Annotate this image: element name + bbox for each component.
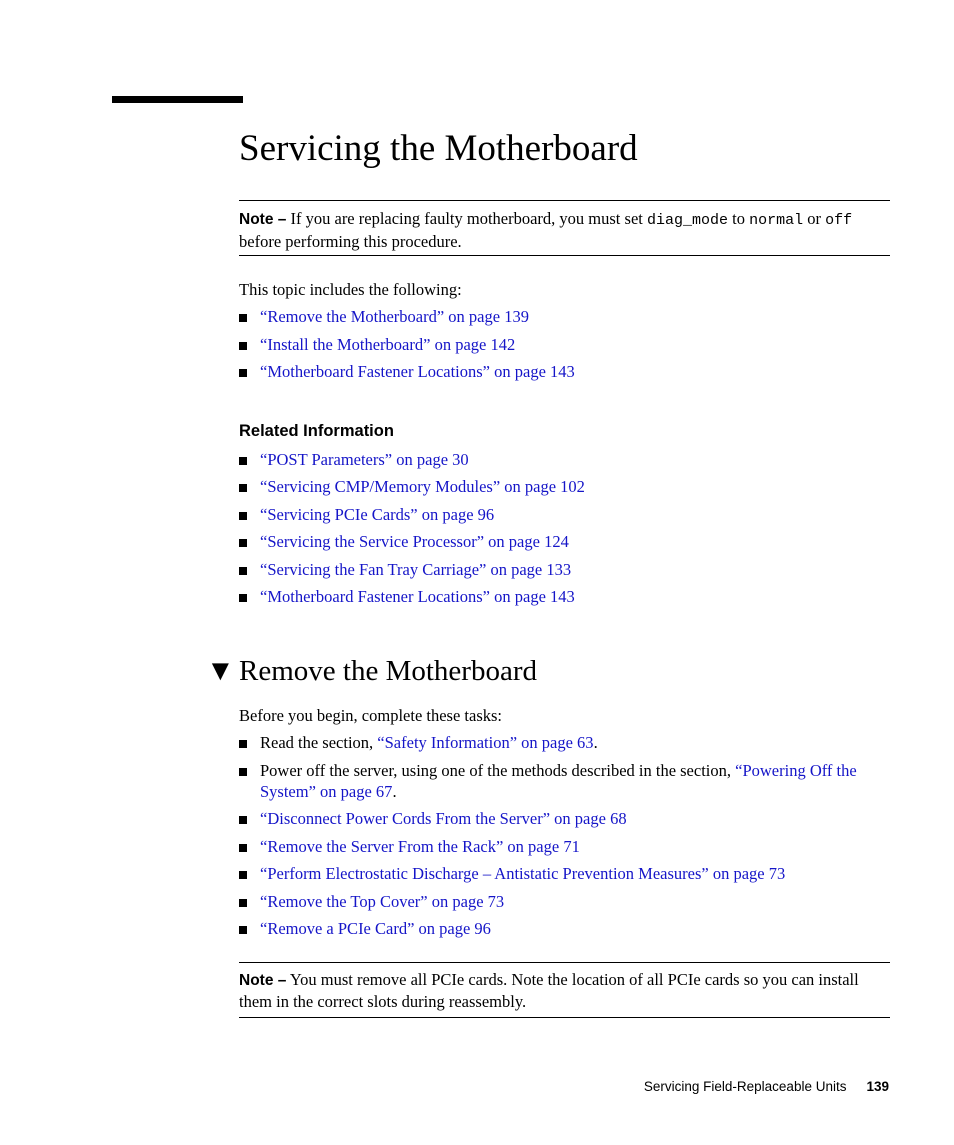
before-text: Before you begin, complete these tasks:	[239, 706, 503, 725]
list-item	[239, 306, 899, 327]
related-link[interactable]: “Servicing the Fan Tray Carriage” on page 133	[260, 559, 572, 579]
topic-link[interactable]: “Install the Motherboard” on page 142	[260, 334, 516, 354]
list-item	[239, 863, 890, 884]
note-text: If you are replacing faulty motherboard, you must set	[286, 209, 647, 228]
topic-list	[239, 306, 899, 382]
list-item	[239, 732, 890, 753]
list-item	[239, 760, 890, 802]
note-text: to	[728, 209, 750, 228]
task-link[interactable]: “Remove the Top Cover” on page 73	[260, 891, 505, 911]
note-text: or	[803, 209, 826, 228]
bullet-icon	[239, 512, 247, 520]
bullet-icon	[239, 314, 247, 322]
list-item	[239, 361, 899, 382]
task-text: Power off the server, using one of the methods described in the section,	[260, 760, 736, 780]
bullet-icon	[239, 369, 247, 377]
triangle-down-icon: ▼	[206, 655, 235, 687]
task-text: Read the section,	[260, 733, 378, 752]
related-info-heading: Related Information	[239, 422, 394, 440]
bullet-icon	[239, 740, 247, 748]
related-link[interactable]: “Servicing CMP/Memory Modules” on page 102	[260, 477, 585, 497]
list-item	[239, 836, 890, 857]
list-item	[239, 808, 890, 829]
related-link[interactable]: “Motherboard Fastener Locations” on page 143	[260, 586, 575, 606]
list-item	[239, 559, 899, 580]
list-item	[239, 449, 899, 470]
list-item	[239, 531, 899, 552]
page-title: Servicing the Motherboard	[239, 128, 638, 169]
list-item	[239, 891, 890, 912]
task-link[interactable]: “Perform Electrostatic Discharge – Antistatic Prevention Measures” on page 73	[260, 864, 786, 883]
related-link[interactable]: “Servicing PCIe Cards” on page 96	[260, 504, 495, 524]
task-link[interactable]: “Remove a PCIe Card” on page 96	[260, 919, 491, 938]
task-text: .	[593, 733, 598, 752]
bullet-icon	[239, 816, 247, 824]
list-item	[239, 586, 899, 607]
task-link[interactable]: “Disconnect Power Cords From the Server” on page 68	[260, 809, 627, 828]
list-item	[239, 334, 899, 355]
intro-text: This topic includes the following:	[239, 280, 462, 299]
note-text: before performing this procedure.	[239, 232, 462, 251]
bullet-icon	[239, 871, 247, 879]
bullet-icon	[239, 594, 247, 602]
list-item	[239, 476, 899, 497]
note-box	[239, 962, 890, 1018]
footer-chapter-title: Servicing Field-Replaceable Units	[643, 1079, 847, 1094]
task-text: .	[392, 781, 397, 801]
bullet-icon	[239, 457, 247, 465]
task-link[interactable]: “Remove the Server From the Rack” on page 71	[260, 836, 580, 856]
power-off-link[interactable]: “Powering Off the System” on page 67	[260, 760, 857, 801]
bullet-icon	[239, 567, 247, 575]
section-title: Remove the Motherboard	[239, 655, 537, 687]
bullet-icon	[239, 484, 247, 492]
chapter-rule	[112, 96, 243, 103]
bullet-icon	[239, 539, 247, 547]
topic-link[interactable]: “Remove the Motherboard” on page 139	[260, 307, 529, 326]
list-item	[239, 918, 890, 939]
code-off: off	[825, 212, 853, 229]
page-number: 139	[866, 1079, 889, 1094]
list-item	[239, 504, 899, 525]
bullet-icon	[239, 768, 247, 776]
section-heading	[206, 653, 537, 689]
task-list	[239, 732, 890, 939]
page-footer	[644, 1078, 889, 1096]
safety-info-link[interactable]: “Safety Information” on page 63	[377, 733, 594, 752]
related-link[interactable]: “Servicing the Service Processor” on page 124	[260, 532, 569, 552]
note-label: Note –	[239, 211, 287, 228]
bullet-icon	[239, 844, 247, 852]
code-diag-mode: diag_mode	[646, 212, 728, 229]
related-list	[239, 449, 899, 607]
note-box	[239, 200, 890, 256]
bullet-icon	[239, 342, 247, 350]
related-link[interactable]: “POST Parameters” on page 30	[260, 450, 469, 469]
bullet-icon	[239, 926, 247, 934]
code-normal: normal	[749, 212, 804, 229]
note-text: You must remove all PCIe cards. Note the location of all PCIe cards so you can install them in the correct slots during reassembly.	[239, 970, 859, 1011]
note-label: Note –	[239, 972, 287, 989]
bullet-icon	[239, 899, 247, 907]
topic-link[interactable]: “Motherboard Fastener Locations” on page 143	[260, 362, 575, 381]
